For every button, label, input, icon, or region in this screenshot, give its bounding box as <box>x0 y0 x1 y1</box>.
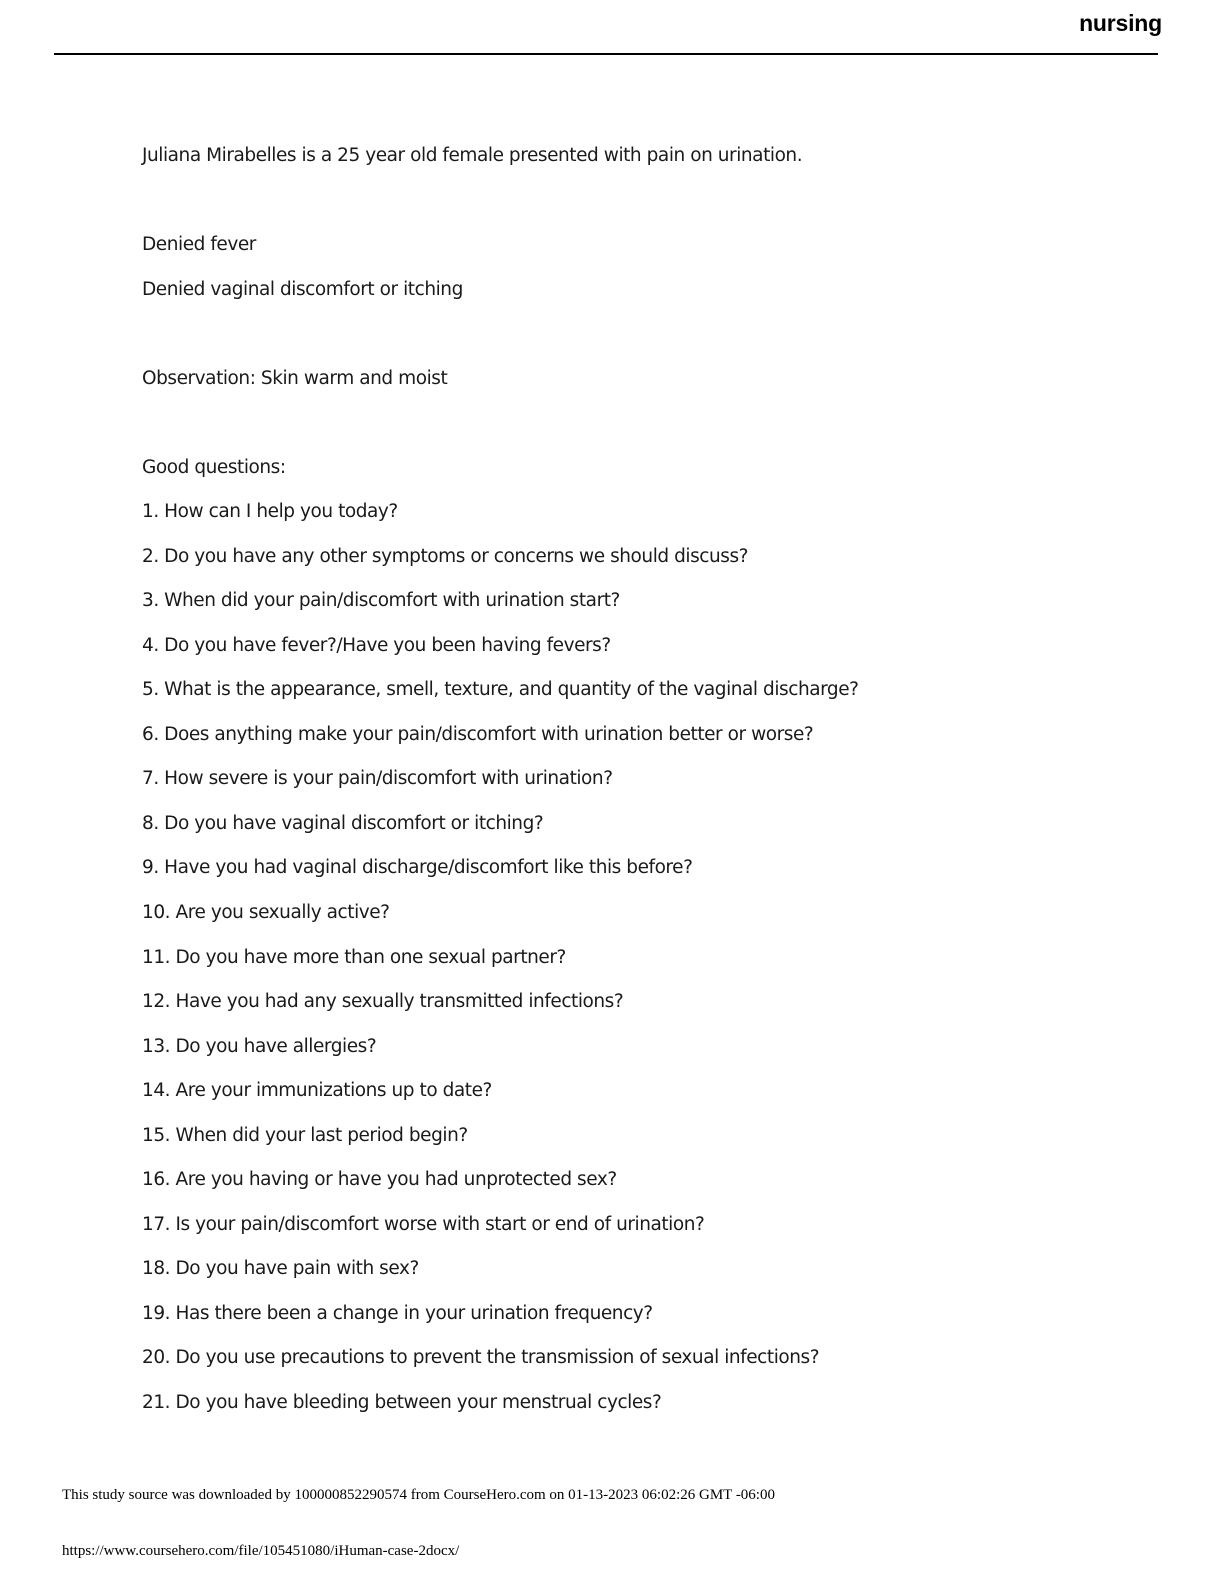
source-url: https://www.coursehero.com/file/105451080/iHuman-case-2docx/ <box>62 1543 460 1559</box>
questions-heading: Good questions: <box>142 457 286 478</box>
question-item: 11. Do you have more than one sexual partner? <box>142 947 566 968</box>
denial-item: Denied vaginal discomfort or itching <box>142 279 463 300</box>
denial-item: Denied fever <box>142 234 256 255</box>
question-item: 3. When did your pain/discomfort with urination start? <box>142 590 620 611</box>
question-item: 10. Are you sexually active? <box>142 902 390 923</box>
question-item: 20. Do you use precautions to prevent the transmission of sexual infections? <box>142 1347 820 1368</box>
question-item: 4. Do you have fever?/Have you been having fevers? <box>142 635 611 656</box>
question-item: 19. Has there been a change in your urination frequency? <box>142 1303 653 1324</box>
question-item: 12. Have you had any sexually transmitted infections? <box>142 991 624 1012</box>
question-item: 8. Do you have vaginal discomfort or itching? <box>142 813 544 834</box>
question-item: 2. Do you have any other symptoms or concerns we should discuss? <box>142 546 749 567</box>
download-notice: This study source was downloaded by 100000852290574 from CourseHero.com on 01-13-2023 06:02:26 GMT -06:00 <box>62 1487 775 1503</box>
case-intro: Juliana Mirabelles is a 25 year old female presented with pain on urination. <box>142 145 803 166</box>
question-item: 6. Does anything make your pain/discomfort with urination better or worse? <box>142 724 814 745</box>
question-item: 13. Do you have allergies? <box>142 1036 377 1057</box>
question-item: 21. Do you have bleeding between your menstrual cycles? <box>142 1392 662 1413</box>
question-item: 7. How severe is your pain/discomfort with urination? <box>142 768 613 789</box>
question-item: 9. Have you had vaginal discharge/discomfort like this before? <box>142 857 693 878</box>
question-item: 18. Do you have pain with sex? <box>142 1258 419 1279</box>
question-item: 17. Is your pain/discomfort worse with start or end of urination? <box>142 1214 705 1235</box>
question-item: 14. Are your immunizations up to date? <box>142 1080 492 1101</box>
header-divider <box>54 53 1158 55</box>
question-item: 15. When did your last period begin? <box>142 1125 468 1146</box>
question-item: 1. How can I help you today? <box>142 501 398 522</box>
question-item: 5. What is the appearance, smell, texture, and quantity of the vaginal discharge? <box>142 679 859 700</box>
question-item: 16. Are you having or have you had unprotected sex? <box>142 1169 617 1190</box>
page-header-title: nursing <box>1079 10 1162 36</box>
observation-text: Observation: Skin warm and moist <box>142 368 448 389</box>
